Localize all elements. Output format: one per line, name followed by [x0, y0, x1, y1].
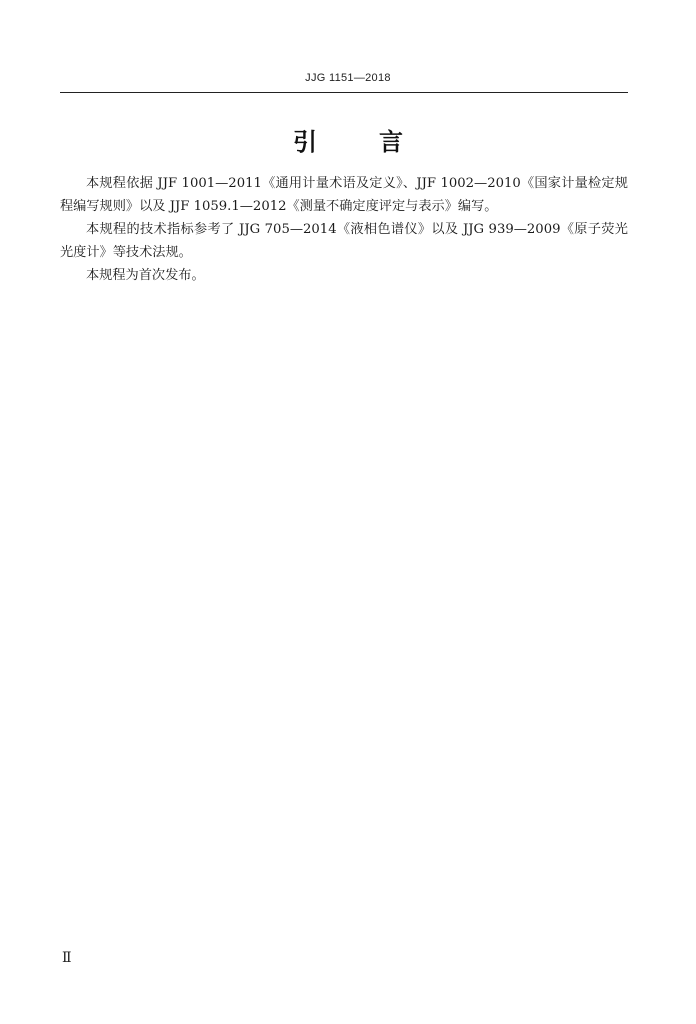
section-title-char-2: 言	[379, 128, 403, 156]
paragraph-first-release: 本规程为首次发布。	[86, 268, 205, 283]
section-title	[0, 122, 696, 157]
body-text	[60, 172, 628, 287]
page-number: Ⅱ	[62, 950, 72, 966]
section-title-char-1: 引	[293, 128, 317, 156]
running-header: JJG 1151—2018	[305, 72, 391, 84]
paragraph-basis: 本规程依据 JJF 1001—2011《通用计量术语及定义》、JJF 1002—2010《国家计量检定规程编写规则》以及 JJF 1059.1—2012《测量不确定度评定与表示》编写。	[60, 176, 628, 214]
paragraph-references: 本规程的技术指标参考了 JJG 705—2014《液相色谱仪》以及 JJG 939—2009《原子荧光光度计》等技术法规。	[60, 222, 628, 260]
header-rule	[60, 92, 628, 93]
